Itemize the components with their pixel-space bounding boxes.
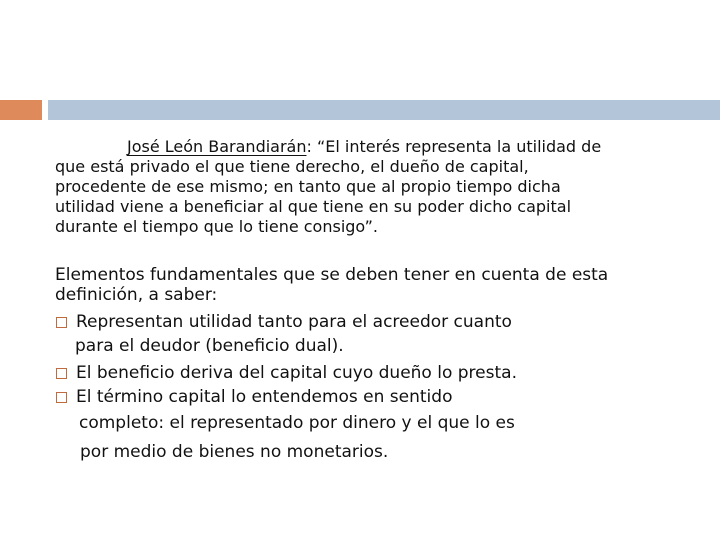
quote-line: durante el tiempo que lo tiene consigo”. xyxy=(55,217,379,236)
quote-line: utilidad viene a beneficiar al que tiene en su poder dicho capital xyxy=(55,197,572,216)
square-bullet-icon xyxy=(56,317,67,328)
header-accent-blue xyxy=(48,100,720,120)
list-item-text: El término capital lo entendemos en sentido xyxy=(76,387,453,407)
quote-line: que está privado el que tiene derecho, el dueño de capital, xyxy=(55,157,529,176)
elements-section xyxy=(55,265,695,467)
quote-paragraph xyxy=(55,137,695,237)
square-bullet-icon xyxy=(56,392,67,403)
list-item-text: El beneficio deriva del capital cuyo dueño lo presta. xyxy=(76,363,517,383)
list-item xyxy=(55,361,695,385)
list-item-continuation: completo: el representado por dinero y el que lo es xyxy=(79,413,515,433)
list-item-continuation: por medio de bienes no monetarios. xyxy=(80,442,389,462)
intro-line: Elementos fundamentales que se deben tener en cuenta de esta xyxy=(55,265,609,285)
quote-line: procedente de ese mismo; en tanto que al propio tiempo dicha xyxy=(55,177,561,196)
quote-first-line xyxy=(55,137,695,157)
intro-line: definición, a saber: xyxy=(55,285,218,305)
list-item xyxy=(55,385,695,409)
header-accent-orange xyxy=(0,100,42,120)
quote-first-line-text: : “El interés representa la utilidad de xyxy=(306,137,602,156)
quote-author: José León Barandiarán xyxy=(127,137,307,156)
list-item xyxy=(55,310,695,334)
elements-intro xyxy=(55,265,695,305)
square-bullet-icon xyxy=(56,368,67,379)
list-item-text: Representan utilidad tanto para el acreedor cuanto xyxy=(76,312,512,332)
list-item-continuation: para el deudor (beneficio dual). xyxy=(75,336,344,356)
